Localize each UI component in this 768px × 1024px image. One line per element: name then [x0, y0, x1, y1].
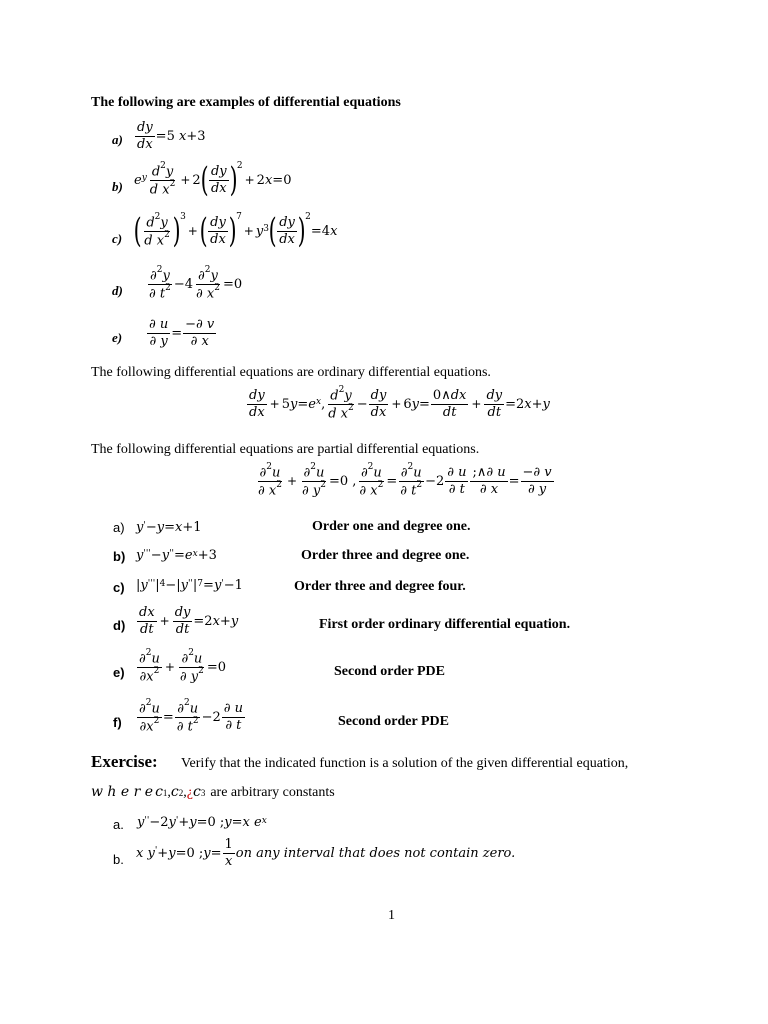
pde-equations-line: $\frac{\partial^2u}{\partial x^2}$ + $\frac{\partial^2u}{\partial y^2}$ =0 , $\frac{\partial^2u}{\partial x^2}$ = $\frac{\partial^2u}{\partial t^2}$ −2 $\frac{\partial u}{\partial t}$ $\frac{;\wedge\partial u}{\partial x}$ = $\frac{-\partial v}{\partial y}$ [258, 462, 552, 499]
example-label-a: a) [112, 132, 123, 147]
equation-example-a: $\frac{dy}{dx}$ =5 x+3 [137, 120, 206, 152]
classified-description-a: Order one and degree one. [312, 519, 471, 534]
exercise-text: Verify that the indicated function is a solution of the given differential equation, [181, 756, 629, 771]
classified-equation-f: $\frac{\partial^2u}{\partial x^2}$ = $\frac{\partial^2u}{\partial t^2}$ −2 $\frac{\partial u}{\partial t}$ [139, 698, 243, 735]
classified-label-e: e) [113, 665, 125, 680]
exercise-item-suffix-b: on any interval that does not contain zero. [235, 845, 516, 861]
ode-intro-text: The following differential equations are ordinary differential equations. [91, 365, 491, 380]
equation-example-b: e y $\frac{d^2y}{d x^2}$ + 2 ( $\frac{dy}{dx}$ ) 2 + 2 x =0 [134, 160, 292, 200]
pde-intro-text: The following differential equations are partial differential equations. [91, 442, 480, 457]
classified-description-c: Order three and degree four. [294, 579, 466, 594]
exercise-constants-line: w h e r e c 1 , c 2 , ¿ c 3 are arbitrary constants [91, 784, 335, 800]
classified-description-e: Second order PDE [334, 664, 445, 679]
classified-equation-c: | y ''' | 4 −| y '' | 7 = y ' −1 [136, 578, 243, 593]
equation-example-c: ( $\frac{d^2y}{d x^2}$ ) 3 + ( $\frac{dy}{dx}$ ) 7 + y 3 ( $\frac{dy}{dx}$ ) 2 =4 x [133, 211, 338, 251]
classified-label-b: b) [113, 549, 126, 564]
exercise-item-equation-b: x y ' + y =0 ; y = $\frac{1}{x}$ on any interval that does not contain zero. [136, 837, 516, 869]
examples-heading: The following are examples of differential equations [91, 95, 401, 110]
exercise-constants-suffix: are arbitrary constants [210, 785, 335, 800]
equation-example-d: $\frac{\partial^2y}{\partial t^2}$ −4 $\frac{\partial^2y}{\partial x^2}$ =0 [149, 265, 243, 302]
example-label-b: b) [112, 179, 123, 194]
example-label-c: c) [112, 231, 123, 246]
classified-label-c: c) [113, 580, 125, 595]
classified-label-d: d) [113, 618, 126, 633]
example-label-e: e) [112, 330, 123, 345]
example-label-d: d) [112, 283, 123, 298]
classified-description-d: First order ordinary differential equation. [319, 617, 571, 632]
page-number: 1 [388, 908, 395, 923]
classified-equation-b: y ''' − y '' = e x +3 [136, 548, 217, 563]
classified-description-b: Order three and degree one. [301, 548, 470, 563]
exercise-item-equation-a: y '' −2 y ' + y =0 ; y = x e x [137, 815, 267, 830]
classified-equation-a: y ' − y = x +1 [136, 520, 202, 535]
exercise-title: Exercise: [91, 752, 158, 771]
classified-description-f: Second order PDE [338, 714, 449, 729]
equation-example-e: $\frac{\partial u}{\partial y}$ = $\frac{-\partial v}{\partial x}$ [149, 317, 215, 349]
classified-equation-e: $\frac{\partial^2u}{\partial x^2}$ + $\frac{\partial^2u}{\partial y^2}$ =0 [139, 648, 227, 685]
ode-equations-line: $\frac{dy}{dx}$ + 5 y = e x , $\frac{d^2y}{d x^2}$ − $\frac{dy}{dx}$ + 6 y = $\frac{0\wedge dx}{dt}$ + $\frac{dy}{dt}$ =2 x + y [249, 385, 550, 422]
exercise-item-label-a: a. [113, 817, 124, 832]
classified-label-f: f) [113, 715, 122, 730]
classified-equation-d: $\frac{dx}{dt}$ + $\frac{dy}{dt}$ =2 x + y [139, 605, 239, 637]
classified-label-a: a) [113, 520, 125, 535]
exercise-item-label-b: b. [113, 852, 124, 867]
